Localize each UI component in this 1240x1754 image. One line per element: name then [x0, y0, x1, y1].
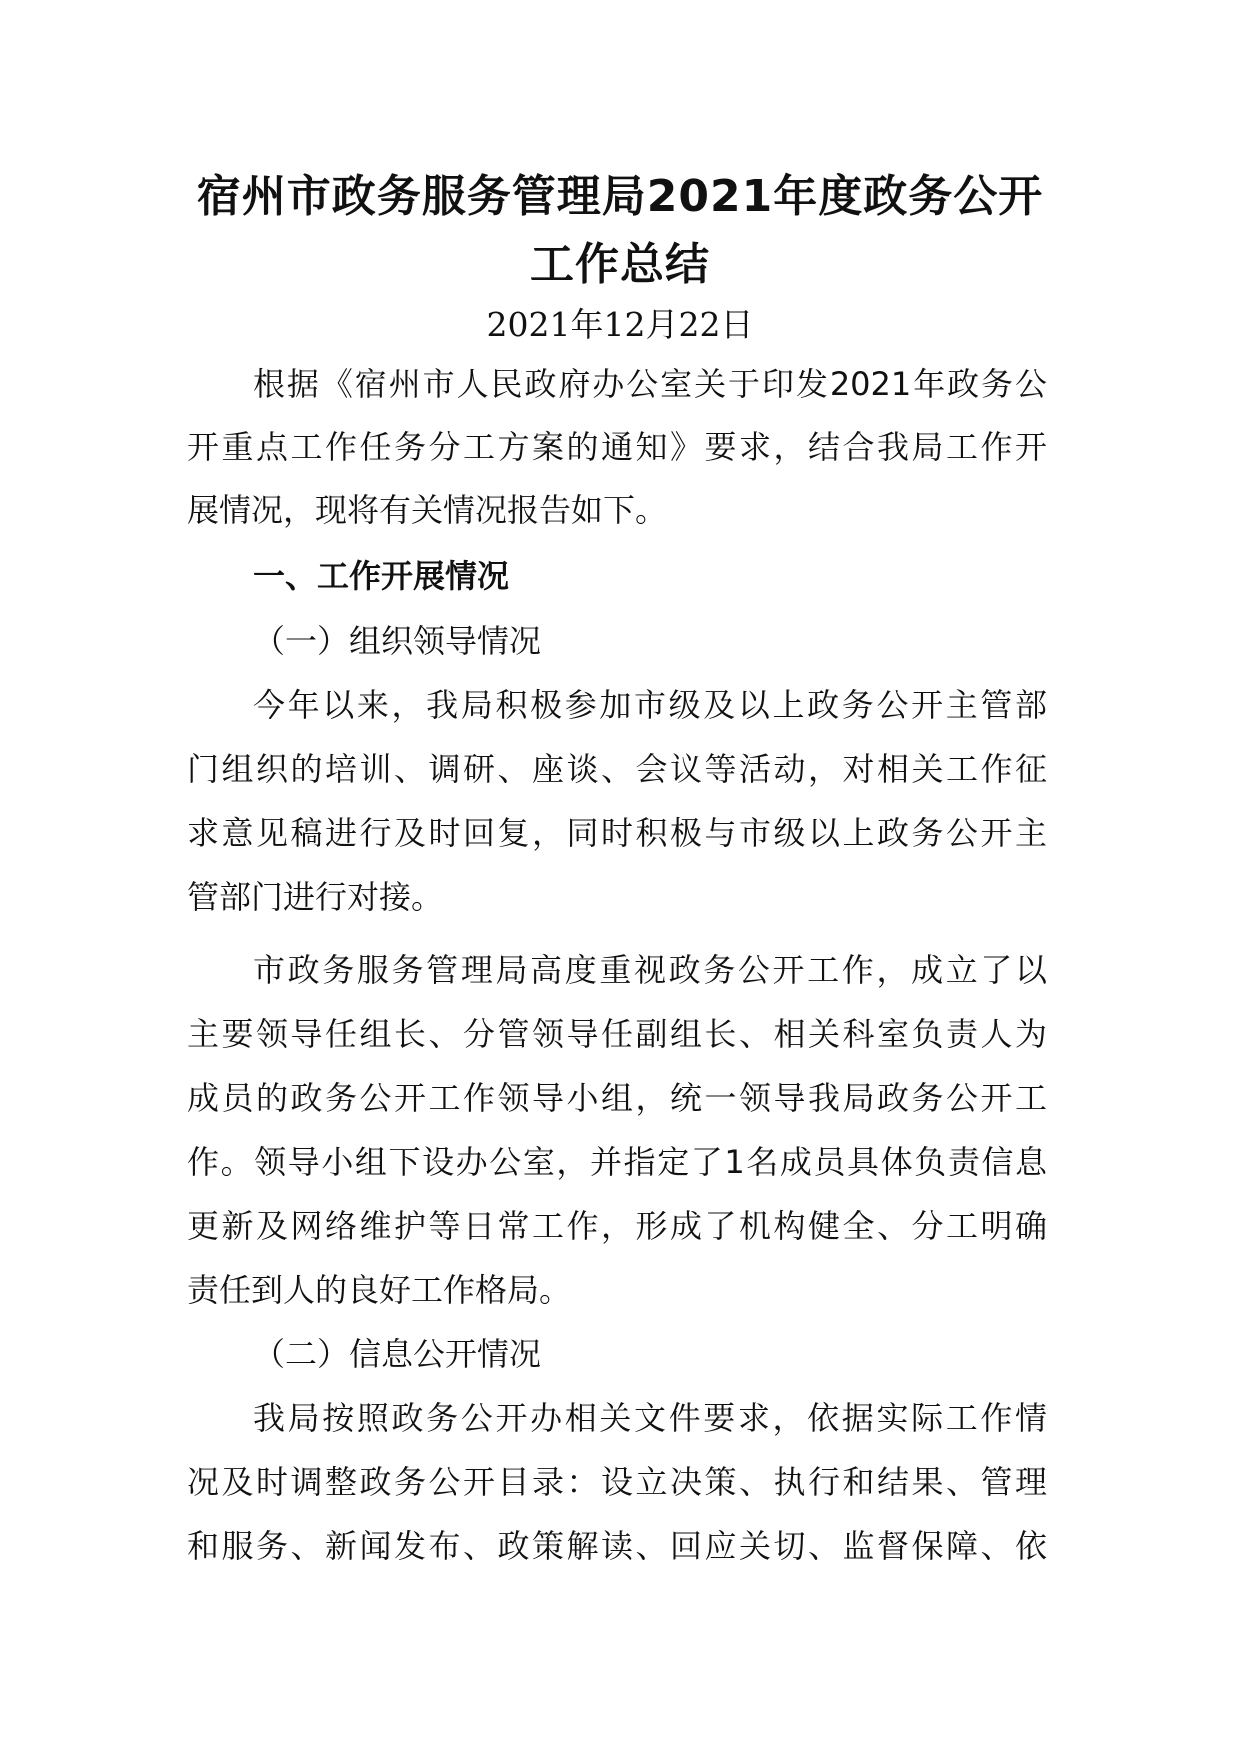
- section-heading: 一、工作开展情况: [253, 557, 510, 595]
- paragraph-line: 责任到人的良好工作格局。: [187, 1271, 572, 1309]
- paragraph-line: 和服务、新闻发布、政策解读、回应关切、监督保障、依: [187, 1527, 1047, 1565]
- paragraph-line: 作。领导小组下设办公室，并指定了1名成员具体负责信息: [187, 1143, 1047, 1181]
- paragraph-line: 市政务服务管理局高度重视政务公开工作，成立了以: [253, 951, 1047, 989]
- document-date: 2021年12月22日: [486, 305, 754, 344]
- document-title-line-2: 工作总结: [530, 239, 710, 290]
- paragraph-line: 主要领导任组长、分管领导任副组长、相关科室负责人为: [187, 1015, 1047, 1053]
- paragraph-line: 今年以来，我局积极参加市级及以上政务公开主管部: [253, 686, 1047, 724]
- paragraph-line: 我局按照政务公开办相关文件要求，依据实际工作情: [253, 1399, 1047, 1437]
- intro-line: 展情况，现将有关情况报告如下。: [187, 491, 668, 529]
- paragraph-line: 况及时调整政务公开目录：设立决策、执行和结果、管理: [187, 1463, 1047, 1501]
- subsection-heading: （一）组织领导情况: [253, 622, 542, 660]
- paragraph-line: 求意见稿进行及时回复，同时积极与市级以上政务公开主: [187, 814, 1047, 852]
- paragraph-line: 管部门进行对接。: [187, 878, 444, 916]
- paragraph-line: 成员的政务公开工作领导小组，统一领导我局政务公开工: [187, 1079, 1047, 1117]
- document-title-line-1: 宿州市政务服务管理局2021年度政务公开: [196, 171, 1044, 222]
- intro-line: 根据《宿州市人民政府办公室关于印发2021年政务公: [253, 365, 1047, 403]
- subsection-heading: （二）信息公开情况: [253, 1335, 542, 1373]
- paragraph-line: 更新及网络维护等日常工作，形成了机构健全、分工明确: [187, 1207, 1047, 1245]
- intro-line: 开重点工作任务分工方案的通知》要求，结合我局工作开: [187, 428, 1047, 466]
- paragraph-line: 门组织的培训、调研、座谈、会议等活动，对相关工作征: [187, 750, 1047, 788]
